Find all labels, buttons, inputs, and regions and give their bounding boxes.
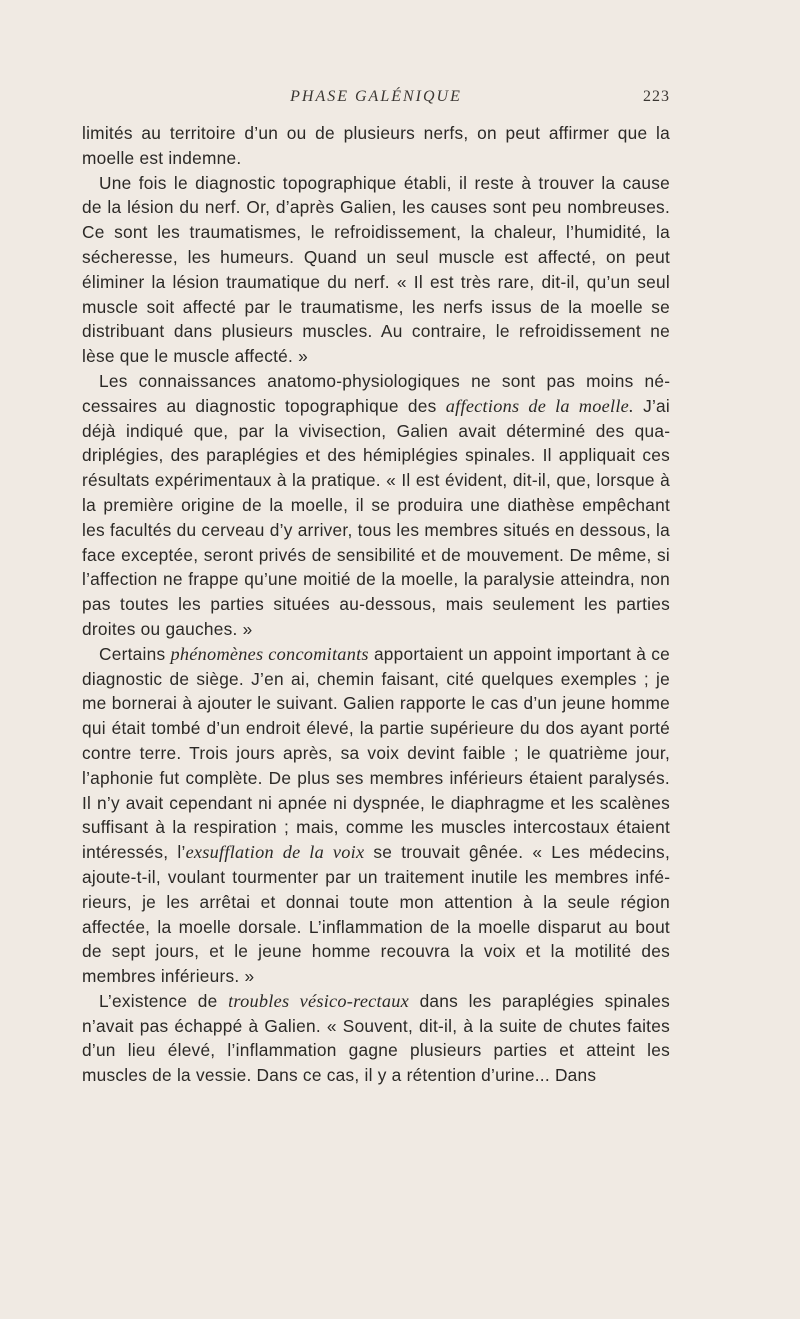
text-run: dans les paraplégies spinales n’avait pas échappé à Galien. « Souvent, dit-il, à la suite de chutes faites d’un lieu élevé, l’inflammation gagne plusieurs parties et atteint les muscles de la vessie. Dans ce cas, il y a rétention d’urine... Dans	[82, 990, 671, 1086]
text-run: se trouvait gênée. « Les médecins, ajoute-t-il, voulant tourmenter par un traitement inutile les membres inférieurs, je les arrêtai et donnai toute mon attention à la seule région affectée, la moelle dorsale. L’inflammation de la moelle disparut au bout de sept jours, et le jeune homme recouvra la voix et la motilité des membres inférieurs. »	[82, 842, 670, 987]
paragraph	[82, 121, 670, 171]
paragraph	[82, 989, 670, 1088]
text-run: Certains	[99, 643, 171, 664]
text-run: L’existence de	[99, 990, 229, 1011]
text-run: Une fois le diagnostic topographique établi, il reste à trouver la cause de la lésion du nerf. Or, d’après Galien, les causes sont peu nombreuses. Ce sont les traumatismes, le refroidissement, la chaleur, l’humidité, la sécheresse, les humeurs. Quand un seul muscle est affecté, on peut éliminer la lésion traumatique du nerf. « Il est très rare, dit-il, qu’un seul muscle soit affecté par le traumatisme, les nerfs issus de la moelle se distribuant dans plusieurs muscles. Au contraire, le refroidissement ne lèse que le muscle affecté. »	[82, 172, 670, 367]
paragraph	[82, 642, 670, 989]
italic-phrase: troubles vésico-rectaux	[228, 990, 410, 1011]
body-text	[82, 121, 670, 1088]
text-run: apportaient un appoint important à ce diagnostic de siège. J’en ai, chemin faisant, cité quelques exemples ; je me bornerai à ajouter le suivant. Galien rapporte le cas d’un jeune homme qui était tombé d’un endroit élevé, la partie supérieure du dos ayant porté contre terre. Trois jours après, sa voix devint faible ; le quatrième jour, l’aphonie fut complète. De plus ses membres inférieurs étaient paralysés. Il n’y avait cependant ni apnée ni dyspnée, le diaphragme et les scalènes suffisant à la respiration ; mais, comme les muscles intercostaux étaient intéressés, l’	[82, 643, 671, 863]
paragraph	[82, 171, 670, 369]
text-run: J’ai déjà indiqué que, par la vivisection, Galien avait déterminé des quadriplégies, des paraplégies et des hémiplégies spinales. Il appliquait ces résultats expérimentaux à la pratique. « Il est évident, dit-il, que, lorsque à la première origine de la moelle, il se produira une diathèse empêchant les facultés du cerveau d’y arriver, tous les membres situés en dessous, la face exceptée, seront privés de sensibilité et de mouvement. De même, si l’affection ne frappe qu’une moitié de la moelle, la paralysie atteindra, non pas toutes les parties situées au-dessous, mais seulement les parties droites ou gauches. »	[82, 395, 670, 639]
running-head	[82, 88, 670, 114]
italic-phrase: phénomènes concomitants	[170, 643, 369, 664]
text-run: Les connaissances anatomo-physiologiques ne sont pas moins nécessaires au diagnostic topographique des	[82, 370, 670, 416]
italic-phrase: exsufflation de la voix	[185, 842, 365, 863]
paragraph	[82, 369, 670, 642]
running-title: PHASE GALÉNIQUE	[290, 88, 462, 105]
text-run: limités au territoire d’un ou de plusieurs nerfs, on peut affirmer que la moelle est indemne.	[82, 123, 670, 168]
page-number: 223	[643, 88, 670, 105]
italic-phrase: affections de la moelle.	[445, 395, 634, 416]
